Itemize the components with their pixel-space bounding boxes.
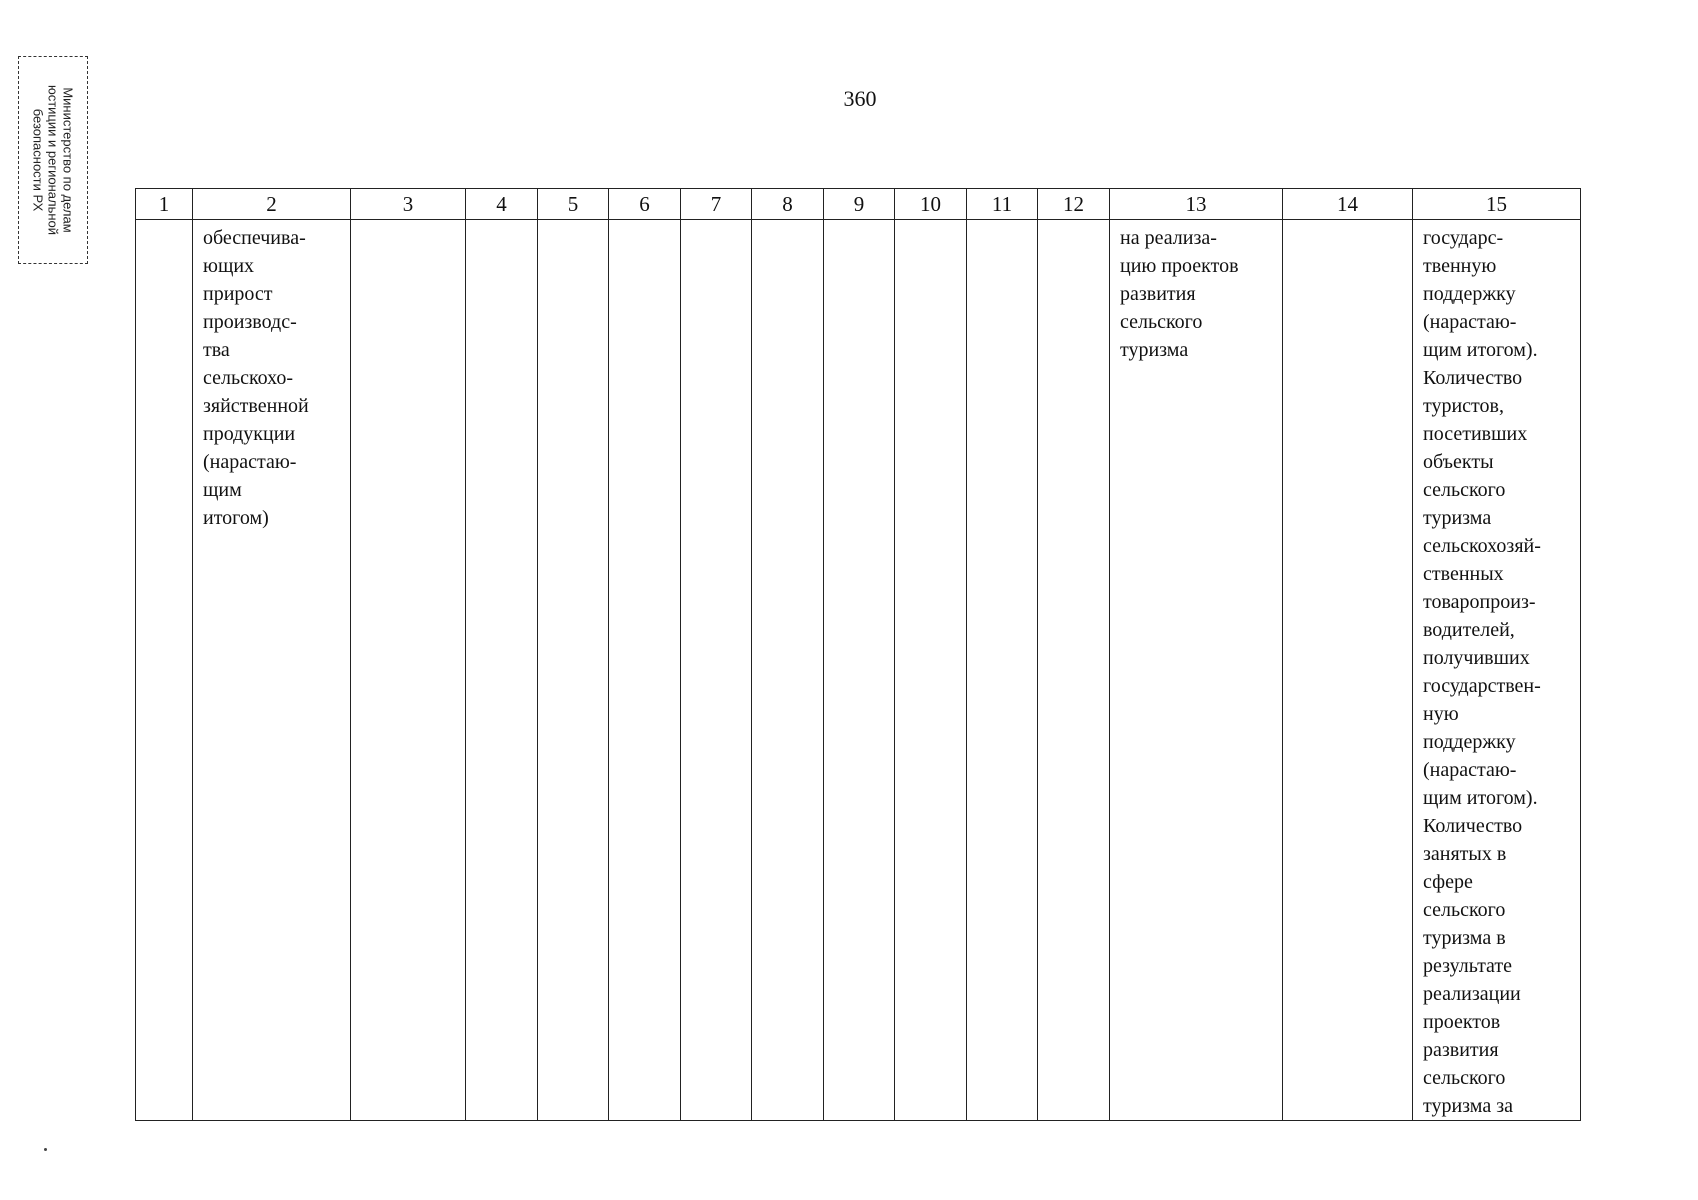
column-header: 4 xyxy=(466,189,538,220)
column-header: 5 xyxy=(538,189,609,220)
cell-text-col13: на реализа- цию проектов развития сельского туризма xyxy=(1120,227,1239,361)
column-header: 15 xyxy=(1413,189,1581,220)
column-header: 13 xyxy=(1110,189,1283,220)
table-cell-col15 xyxy=(1413,220,1581,1121)
page-number: 360 xyxy=(843,86,877,111)
table-cell-col12 xyxy=(1038,220,1110,1121)
table-cell-col2 xyxy=(193,220,351,1121)
column-header: 2 xyxy=(193,189,351,220)
table-cell-col14 xyxy=(1283,220,1413,1121)
column-header: 11 xyxy=(967,189,1038,220)
table-cell-col5 xyxy=(538,220,609,1121)
column-header: 12 xyxy=(1038,189,1110,220)
column-header: 8 xyxy=(752,189,824,220)
table-cell-col6 xyxy=(609,220,681,1121)
column-header: 3 xyxy=(351,189,466,220)
column-header: 10 xyxy=(895,189,967,220)
column-header: 14 xyxy=(1283,189,1413,220)
table-row xyxy=(136,220,1581,1121)
registration-stamp xyxy=(18,56,88,264)
table-cell-col13 xyxy=(1110,220,1283,1121)
scan-dot xyxy=(44,1148,47,1151)
table-cell-col10 xyxy=(895,220,967,1121)
column-header: 7 xyxy=(681,189,752,220)
column-header: 1 xyxy=(136,189,193,220)
cell-text-col15: государс- твенную поддержку (нарастаю- щим итогом). Количество туристов, посетивших объекты сельского туризма сельскохозяй- ственных товаропроиз- водителей, получивших государствен- ную поддержку (нарастаю- щим итогом). Количество занятых в сфере сельского туризма в результате реализации проектов развития сельского туризма за xyxy=(1423,227,1541,1117)
registration-stamp-text: Министерство по делам юстиции и региональной безопасности РХ xyxy=(30,84,76,236)
table-cell-col9 xyxy=(824,220,895,1121)
column-number-row xyxy=(136,189,1581,220)
table-cell-col7 xyxy=(681,220,752,1121)
table-cell-col8 xyxy=(752,220,824,1121)
data-table xyxy=(135,188,1581,1121)
table-cell-col11 xyxy=(967,220,1038,1121)
column-header: 9 xyxy=(824,189,895,220)
cell-text-col2: обеспечива- ющих прирост производс- тва сельскохо- зяйственной продукции (нарастаю- щим итогом) xyxy=(203,227,309,529)
column-header: 6 xyxy=(609,189,681,220)
table-cell-col3 xyxy=(351,220,466,1121)
table-cell-col1 xyxy=(136,220,193,1121)
table-cell-col4 xyxy=(466,220,538,1121)
